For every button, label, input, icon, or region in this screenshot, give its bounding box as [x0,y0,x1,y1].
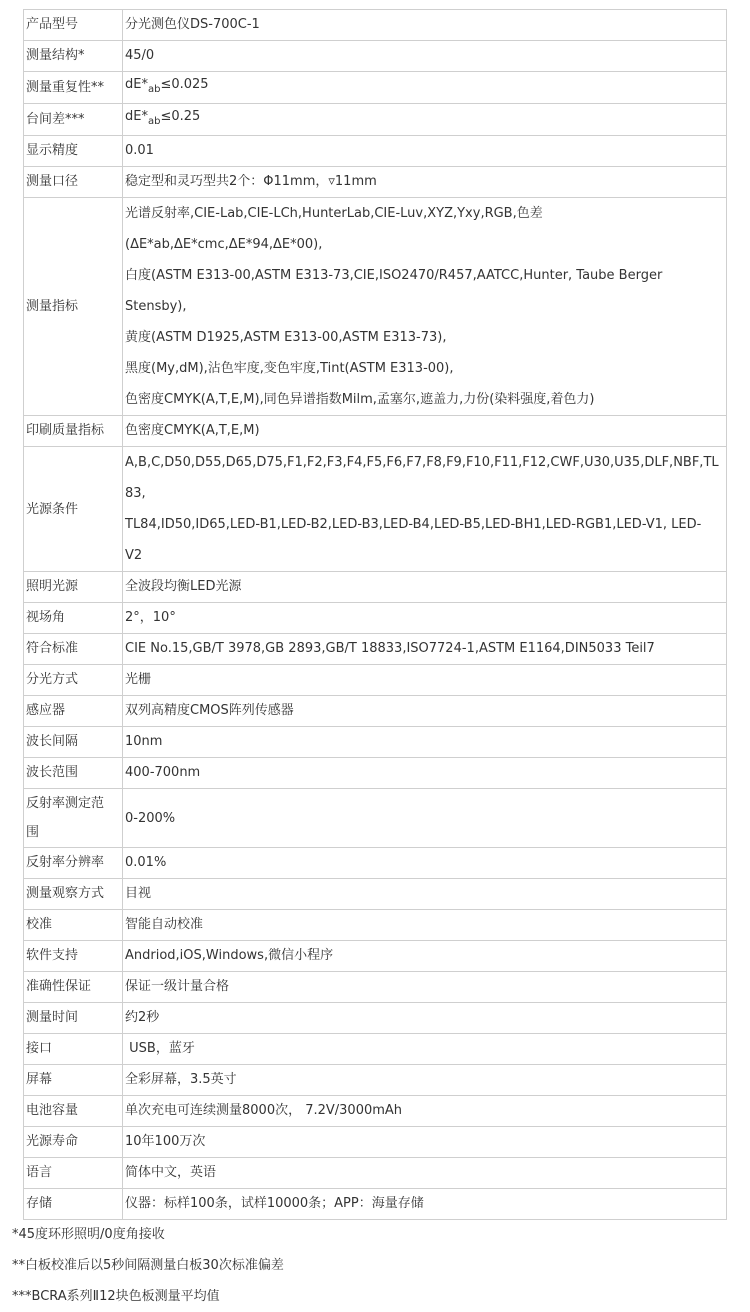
spec-label: 测量口径 [24,167,123,198]
spec-row [24,104,727,136]
spec-label: 感应器 [24,696,123,727]
spec-value: 约2秒 [123,1003,727,1034]
spec-value: CIE No.15,GB/T 3978,GB 2893,GB/T 18833,ISO7724-1,ASTM E1164,DIN5033 Teil7 [123,634,727,665]
spec-row [24,665,727,696]
spec-value: 稳定型和灵巧型共2个：Φ11mm，▿11mm [123,167,727,198]
spec-row [24,848,727,879]
spec-value: 分光测色仪DS-700C-1 [123,10,727,41]
spec-label [24,789,123,848]
value-subscript: ab [147,116,161,127]
spec-row [24,1065,727,1096]
spec-label: 光源寿命 [24,1127,123,1158]
spec-value: 目视 [123,879,727,910]
spec-label: 台间差*** [24,104,123,136]
spec-label: 显示精度 [24,136,123,167]
spec-row [24,198,727,416]
spec-label: 符合标准 [24,634,123,665]
spec-label: 屏幕 [24,1065,123,1096]
value-line: 光谱反射率,CIE-Lab,CIE-LCh,HunterLab,CIE-Luv,XYZ,Yxy,RGB,色差 [125,206,543,221]
spec-row [24,910,727,941]
spec-row [24,1158,727,1189]
value-line: 色密度CMYK(A,T,E,M),同色异谱指数Milm,孟塞尔,遮盖力,力份(染料强度,着色力) [125,392,595,407]
spec-row [24,1003,727,1034]
spec-table [23,9,727,1220]
spec-value: 10年100万次 [123,1127,727,1158]
spec-label: 反射率分辨率 [24,848,123,879]
spec-row [24,10,727,41]
spec-value: 10nm [123,727,727,758]
spec-value: 色密度CMYK(A,T,E,M) [123,416,727,447]
spec-row [24,72,727,104]
spec-value: 2°，10° [123,603,727,634]
value-tail: ≤0.25 [160,109,201,124]
spec-value: 单次充电可连续测量8000次， 7.2V/3000mAh [123,1096,727,1127]
spec-label: 软件支持 [24,941,123,972]
spec-row [24,1096,727,1127]
spec-label: 视场角 [24,603,123,634]
spec-label: 光源条件 [24,447,123,572]
value-line: (ΔE*ab,ΔE*cmc,ΔE*94,ΔE*00), [125,237,323,252]
footnote: ***BCRA系列Ⅱ12块色板测量平均值 [12,1289,220,1304]
spec-label: 波长范围 [24,758,123,789]
spec-value: 保证一级计量合格 [123,972,727,1003]
value-main: dE* [125,109,148,124]
spec-value: USB，蓝牙 [123,1034,727,1065]
value-line: Stensby), [125,299,187,314]
spec-row [24,758,727,789]
spec-value: 双列高精度CMOS阵列传感器 [123,696,727,727]
spec-label: 波长间隔 [24,727,123,758]
spec-label: 测量观察方式 [24,879,123,910]
spec-value [123,447,727,572]
spec-value: 简体中文，英语 [123,1158,727,1189]
footnote: **白板校准后以5秒间隔测量白板30次标准偏差 [12,1258,284,1273]
spec-value: 全彩屏幕，3.5英寸 [123,1065,727,1096]
spec-label: 分光方式 [24,665,123,696]
footnotes [12,1219,284,1312]
spec-row [24,41,727,72]
spec-label: 接口 [24,1034,123,1065]
spec-row [24,879,727,910]
label-line: 围 [26,825,40,840]
spec-value: 全波段均衡LED光源 [123,572,727,603]
value-tail: ≤0.025 [160,77,209,92]
footnote: *45度环形照明/0度角接收 [12,1227,165,1242]
value-line: 黑度(My,dM),沾色牢度,变色牢度,Tint(ASTM E313-00), [125,361,454,376]
spec-value: 0-200% [123,789,727,848]
spec-row [24,972,727,1003]
spec-row [24,447,727,572]
spec-row [24,696,727,727]
spec-row [24,1189,727,1220]
value-line: V2 [125,548,143,563]
spec-row [24,572,727,603]
spec-row [24,603,727,634]
spec-value: Andriod,iOS,Windows,微信小程序 [123,941,727,972]
spec-row [24,634,727,665]
spec-row [24,727,727,758]
spec-label: 测量指标 [24,198,123,416]
spec-label: 印刷质量指标 [24,416,123,447]
spec-label: 准确性保证 [24,972,123,1003]
value-line: 黄度(ASTM D1925,ASTM E313-00,ASTM E313-73), [125,330,447,345]
spec-label: 电池容量 [24,1096,123,1127]
value-line: 白度(ASTM E313-00,ASTM E313-73,CIE,ISO2470/R457,AATCC,Hunter, Taube Berger [125,268,663,283]
spec-value: 仪器：标样100条，试样10000条；APP：海量存储 [123,1189,727,1220]
spec-value [123,198,727,416]
spec-value: 智能自动校准 [123,910,727,941]
spec-row [24,1034,727,1065]
value-main: dE* [125,77,148,92]
spec-label: 测量结构* [24,41,123,72]
spec-label: 产品型号 [24,10,123,41]
spec-label: 照明光源 [24,572,123,603]
spec-value: 400-700nm [123,758,727,789]
label-line: 反射率测定范 [26,796,105,811]
value-line: TL84,ID50,ID65,LED-B1,LED-B2,LED-B3,LED-B4,LED-B5,LED-BH1,LED-RGB1,LED-V1, LED- [125,517,702,532]
spec-value: 0.01% [123,848,727,879]
spec-row [24,416,727,447]
spec-value: 0.01 [123,136,727,167]
spec-value [123,72,727,104]
spec-label: 语言 [24,1158,123,1189]
value-line: A,B,C,D50,D55,D65,D75,F1,F2,F3,F4,F5,F6,F7,F8,F9,F10,F11,F12,CWF,U30,U35,DLF,NBF,TL83, [125,455,719,501]
spec-value [123,104,727,136]
spec-row [24,167,727,198]
spec-label: 校准 [24,910,123,941]
spec-row [24,1127,727,1158]
spec-value: 45/0 [123,41,727,72]
spec-row [24,136,727,167]
spec-label: 测量重复性** [24,72,123,104]
spec-row [24,789,727,848]
spec-value: 光栅 [123,665,727,696]
spec-label: 存储 [24,1189,123,1220]
value-subscript: ab [147,84,161,95]
spec-label: 测量时间 [24,1003,123,1034]
spec-row [24,941,727,972]
